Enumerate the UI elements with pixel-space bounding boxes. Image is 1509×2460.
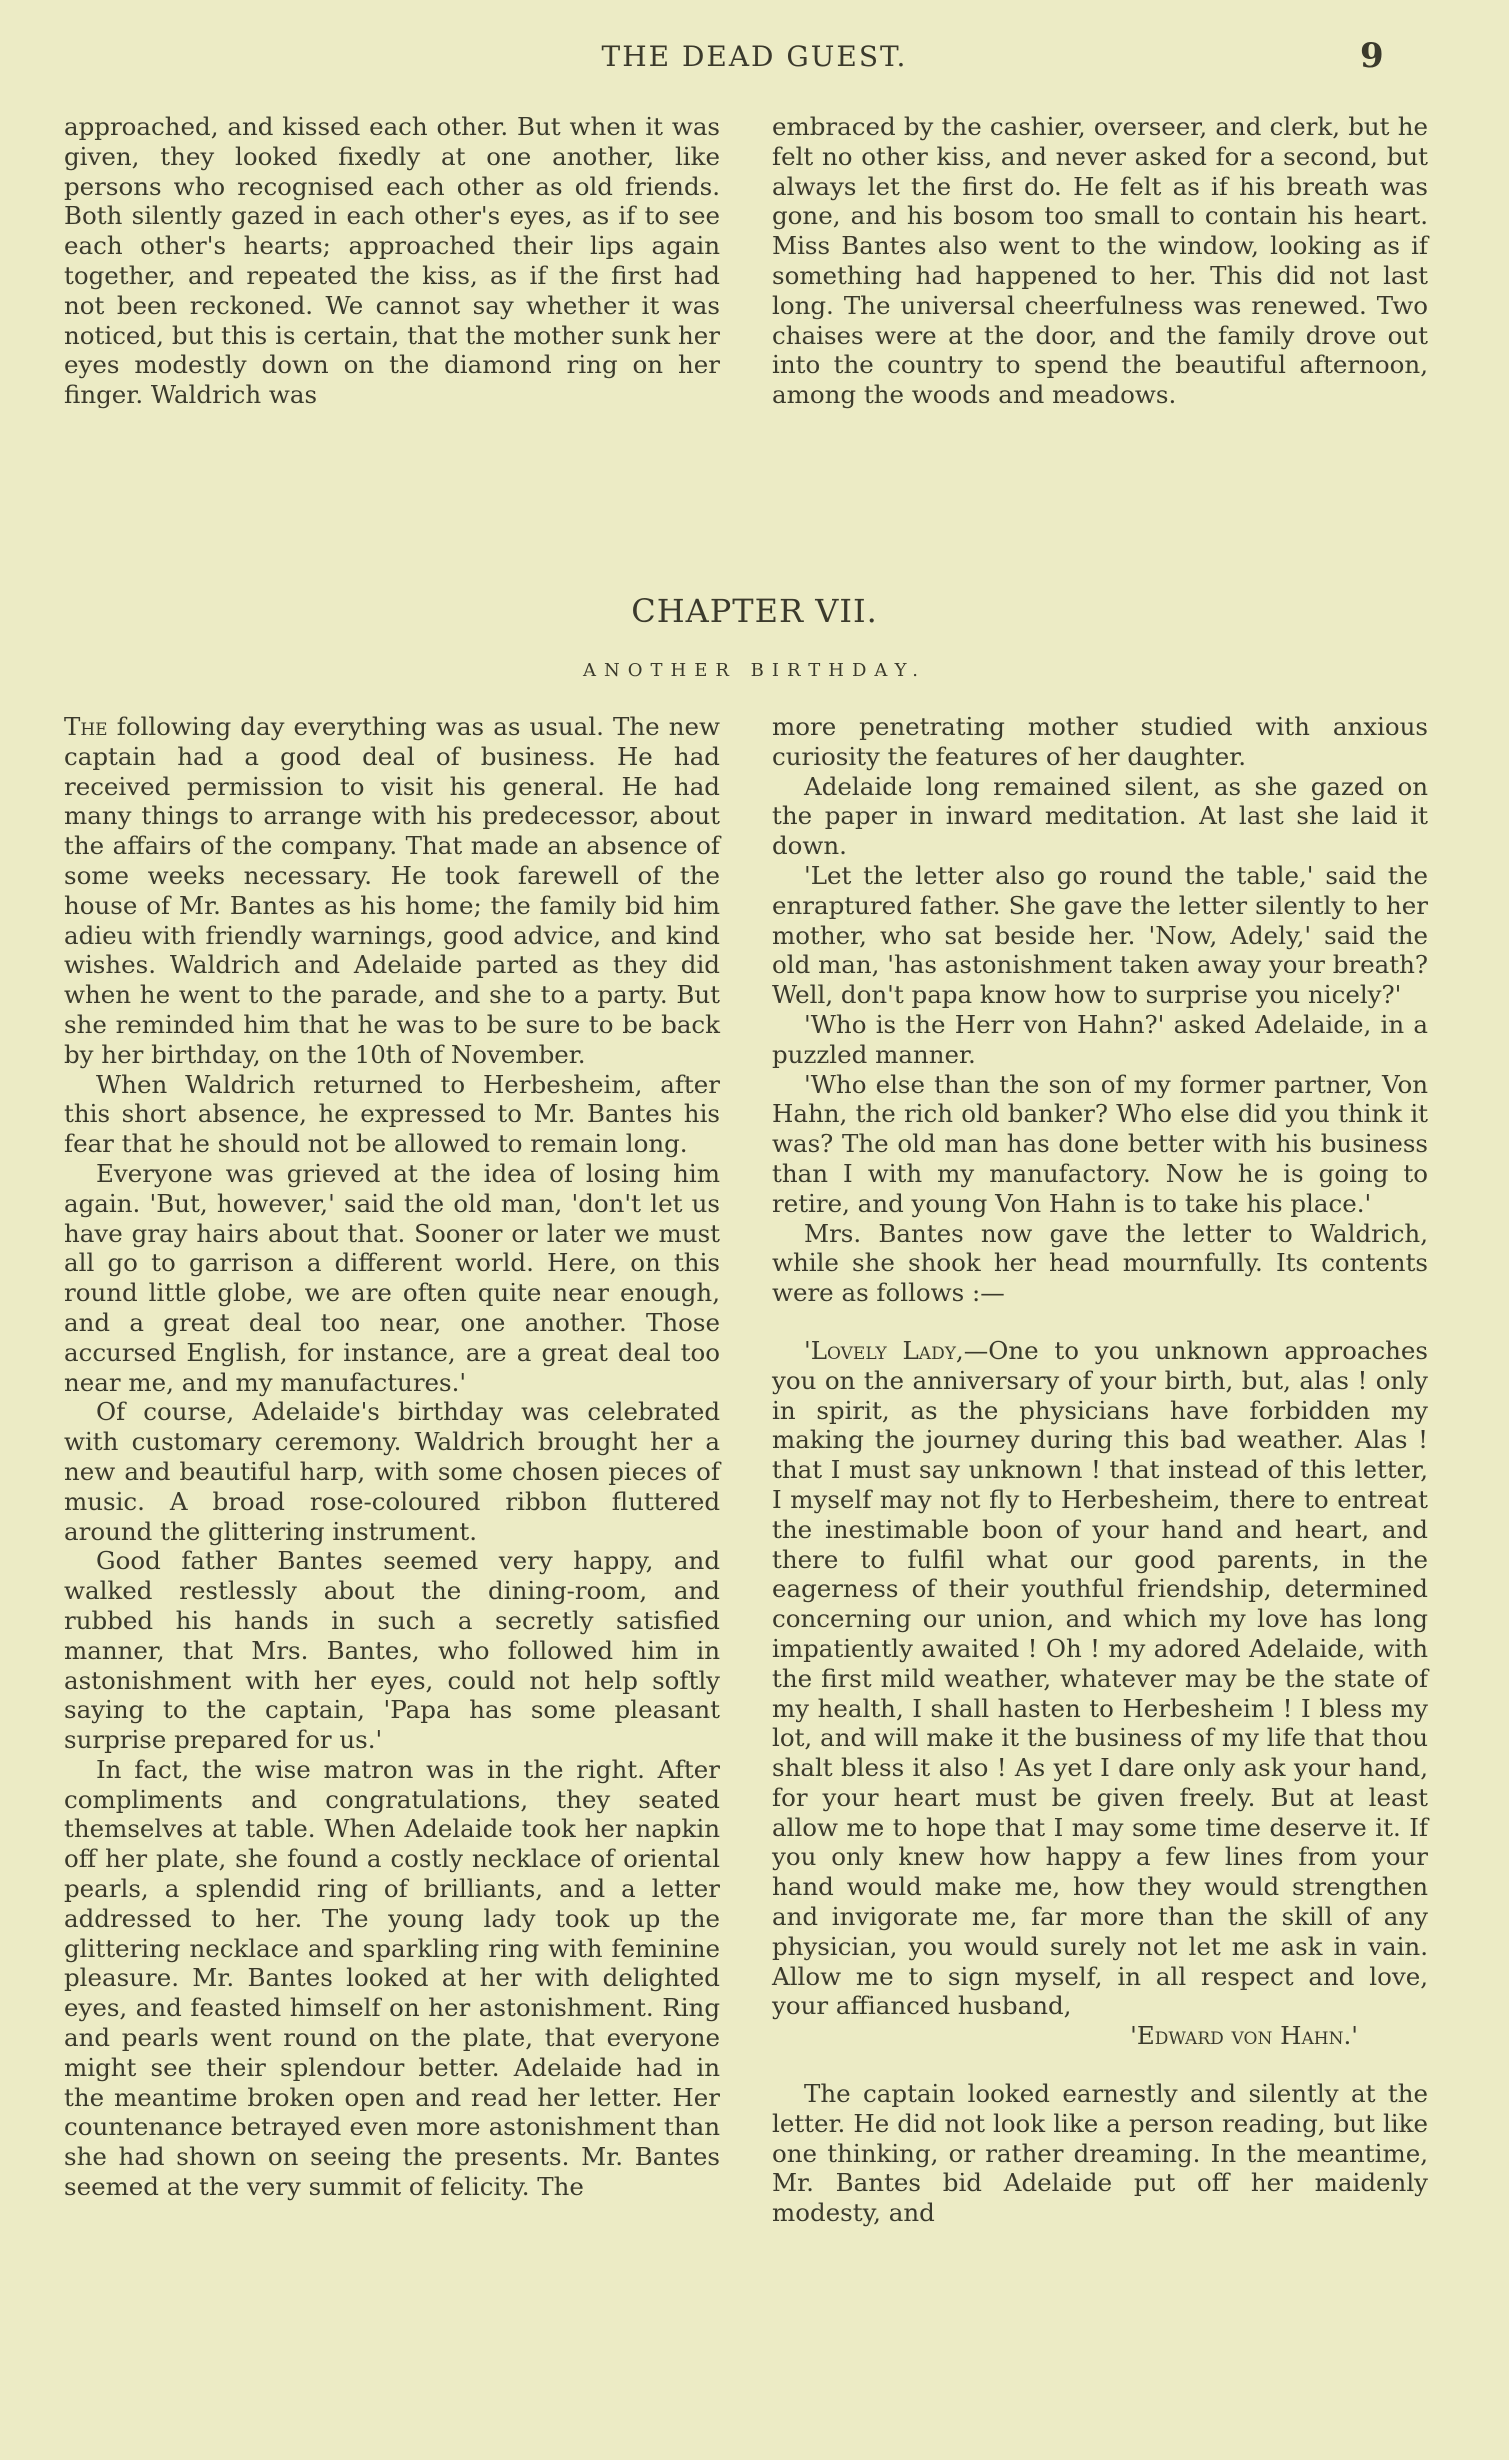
chapter-subtitle: ANOTHER BIRTHDAY. [583,660,926,681]
paragraph: more penetrating mother studied with anxious curiosity the features of her daughter. [772,712,1428,771]
paragraph: embraced by the cashier, overseer, and clerk, but he felt no other kiss, and never asked for a second, but always let the first do. He felt as if his breath was gone, and his bosom too small to contain his heart. Miss Bantes also went to the window, looking as if something had happened to her. This did not last long. The universal cheerfulness was renewed. Two chaises were at the door, and the family drove out into the country to spend the beautiful afternoon, among the woods and meadows. [772,112,1428,410]
paragraph: 'Who else than the son of my former partner, Von Hahn, the rich old banker? Who else did you think it was? The old man has done better with his business than I with my manufactory. Now he is going to retire, and young Von Hahn is to take his place.' [772,1069,1428,1218]
paragraph: When Waldrich returned to Herbesheim, after this short absence, he expressed to Mr. Bantes his fear that he should not be allowed to remain long. [64,1069,720,1159]
paragraph: In fact, the wise matron was in the right. After compliments and congratulations, they seated themselves at table. When Adelaide took her napkin off her plate, she found a costly necklace of oriental pearls, a splendid ring of brilliants, and a letter addressed to her. The young lady took up the glittering necklace and sparkling ring with feminine pleasure. Mr. Bantes looked at her with delighted eyes, and feasted himself on her astonishment. Ring and pearls went round on the plate, that everyone might see their splendour better. Adelaide had in the meantime broken open and read her letter. Her countenance betrayed even more astonishment than she had shown on seeing the presents. Mr. Bantes seemed at the very summit of felicity. The [64,1754,720,2202]
paragraph: approached, and kissed each other. But when it was given, they looked fixedly at one another, like persons who recognised each other as old friends. Both silently gazed in each other's eyes, as if to see each other's hearts; approached their lips again together, and repeated the kiss, as if the first had not been reckoned. We cannot say whether it was noticed, but this is certain, that the mother sunk her eyes modestly down on the diamond ring on her finger. Waldrich was [64,112,720,410]
letter-body: 'Lovely Lady,—One to you unknown approaches you on the anniversary of your birth, but, alas ! only in spirit, as the physicians have forbidden my making the journey during this bad weather. Alas ! that I must say unknown ! that instead of this letter, I myself may not fly to Herbesheim, there to entreat the inestimable boon of your hand and heart, and there to fulfil what our good parents, in the eagerness of their youthful friendship, determined concerning our union, and which my love has long impatiently awaited ! Oh ! my adored Adelaide, with the first mild weather, whatever may be the state of my health, I shall hasten to Herbesheim ! I bless my lot, and will make it the business of my life that thou shalt bless it also ! As yet I dare only ask your hand, for your heart must be given freely. But at least allow me to hope that I may some time deserve it. If you only knew how happy a few lines from your hand would make me, how they would strengthen and invigorate me, far more than the skill of any physician, you would surely not let me ask in vain. Allow me to sign myself, in all respect and love, your affianced husband, [772,1335,1429,2021]
chapter-title: CHAPTER VII. [631,592,878,630]
letter-salutation: 'Lovely Lady, [804,1335,964,1365]
letter-signature: 'Edward von Hahn.' [1130,2021,1358,2051]
paragraph: Of course, Adelaide's birthday was celebrated with customary ceremony. Waldrich brought her a new and beautiful harp, with some chosen pieces of music. A broad rose-coloured ribbon fluttered around the glittering instrument. [64,1397,720,1546]
paragraph: 'Let the letter also go round the table,' said the enraptured father. She gave the letter silently to her mother, who sat beside her. 'Now, Adely,' said the old man, 'has astonishment taken away your breath? Well, don't papa know how to surprise you nicely?' [772,860,1428,1010]
page-number: 9 [1360,36,1384,76]
right-column [772,712,1428,2228]
left-column [64,712,720,2202]
paragraph: Mrs. Bantes now gave the letter to Waldrich, while she shook her head mournfully. Its contents were as follows :— [772,1218,1428,1308]
paragraph: The captain looked earnestly and silently at the letter. He did not look like a person reading, but like one thinking, or rather dreaming. In the meantime, Mr. Bantes bid Adelaide put off her maidenly modesty, and [772,2079,1428,2228]
drop-lead: The [64,712,108,741]
paragraph: Good father Bantes seemed very happy, and walked restlessly about the dining-room, and rubbed his hands in such a secretly satisfied manner, that Mrs. Bantes, who followed him in astonishment with her eyes, could not help softly saying to the captain, 'Papa has some pleasant surprise prepared for us.' [64,1546,720,1755]
paragraph: The following day everything was as usual. The new captain had a good deal of business. He had received permission to visit his general. He had many things to arrange with his predecessor, about the affairs of the company. That made an absence of some weeks necessary. He took farewell of the house of Mr. Bantes as his home; the family bid him adieu with friendly warnings, good advice, and kind wishes. Waldrich and Adelaide parted as they did when he went to the parade, and she to a party. But she reminded him that he was to be sure to be back by her birthday, on the 10th of November. [64,712,720,1069]
running-header: THE DEAD GUEST. [601,40,908,73]
paragraph: Everyone was grieved at the idea of losing him again. 'But, however,' said the old man, 'don't let us have gray hairs about that. Sooner or later we must all go to garrison a different world. Here, on this round little globe, we are often quite near enough, and a great deal too near, one another. Those accursed English, for instance, are a great deal too near me, and my manufactures.' [64,1158,720,1397]
top-left-column [64,112,720,410]
top-right-column [772,112,1428,410]
paragraph: Adelaide long remained silent, as she gazed on the paper in inward meditation. At last she laid it down. [772,771,1428,861]
paragraph: 'Who is the Herr von Hahn?' asked Adelaide, in a puzzled manner. [772,1009,1428,1069]
